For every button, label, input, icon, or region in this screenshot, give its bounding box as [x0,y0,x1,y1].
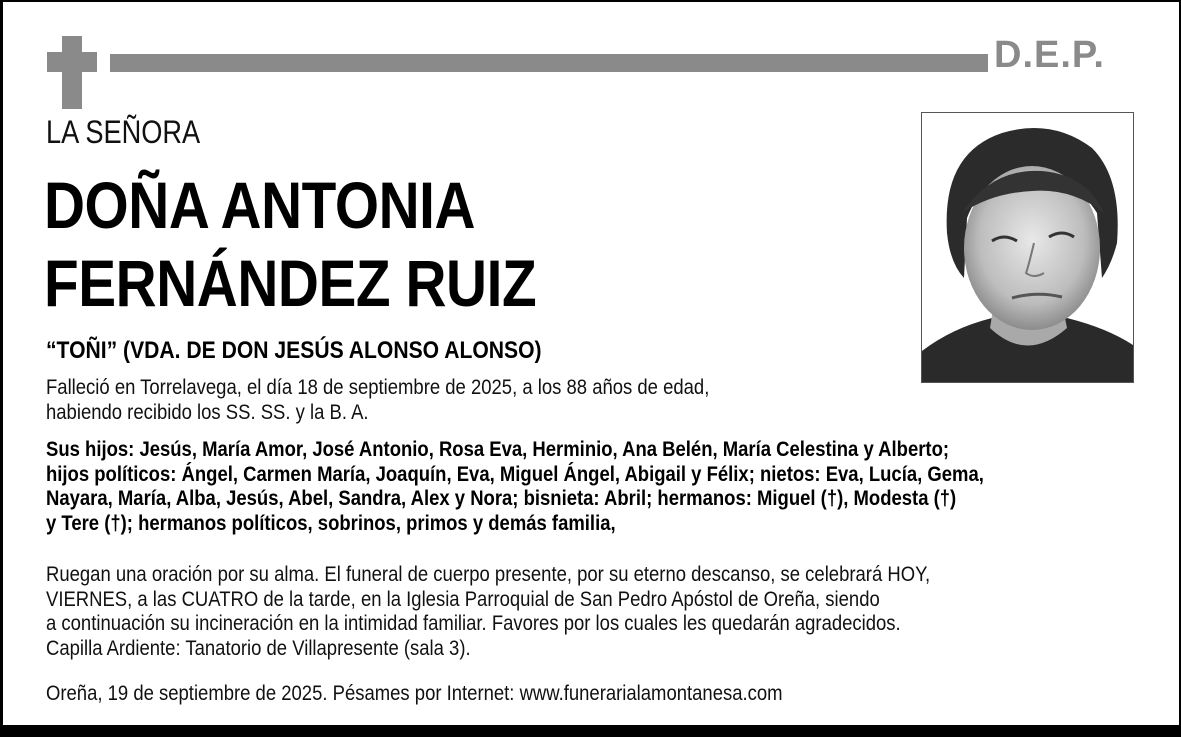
death-notice-line: Falleció en Torrelavega, el día 18 de septiembre de 2025, a los 88 años de edad, [46,376,710,399]
death-notice [46,376,709,425]
death-notice-line: habiendo recibido los SS. SS. y la B. A. [46,400,369,424]
ceremony-line: Capilla Ardiente: Tanatorio de Villapresente (sala 3). [46,636,471,660]
ceremony-line: Ruegan una oración por su alma. El funeral de cuerpo presente, por su eterno descanso, se celebrará HOY, [46,563,931,586]
bottom-border [0,725,1181,737]
honorific: LA SEÑORA [46,114,201,150]
family-line: Sus hijos: Jesús, María Amor, José Antonio, Rosa Eva, Herminio, Ana Belén, María Celestina y Alberto; [46,438,950,461]
family-line: hijos políticos: Ángel, Carmen María, Joaquín, Eva, Miguel Ángel, Abigail y Félix; nietos: Eva, Lucía, Gema, [46,462,984,486]
portrait-photo [921,112,1134,383]
family-line: Nayara, María, Alba, Jesús, Abel, Sandra, Alex y Nora; bisnieta: Abril; hermanos: Miguel (†), Modesta (†) [46,487,957,510]
deceased-name-line1: DOÑA ANTONIA [44,168,476,242]
header-rule [110,54,988,72]
deceased-name-line2: FERNÁNDEZ RUIZ [44,246,537,320]
footer-line: Oreña, 19 de septiembre de 2025. Pésames por Internet: www.funerarialamontanesa.com [46,682,783,705]
dep-label: D.E.P. [994,34,1105,76]
cross-vertical-bar [62,36,82,109]
ceremony-line: VIERNES, a las CUATRO de la tarde, en la Iglesia Parroquial de San Pedro Apóstol de Oreña, siendo [46,587,880,611]
family-list [46,438,984,536]
ceremony-details [46,563,930,661]
portrait-image [922,113,1133,382]
ceremony-line: a continuación su incineración en la intimidad familiar. Favores por los cuales les quedarán agradecidos. [46,612,901,635]
family-line: y Tere (†); hermanos políticos, sobrinos, primos y demás familia, [46,511,616,535]
cross-horizontal-bar [47,52,97,72]
nickname-widow-line: “TOÑI” (VDA. DE DON JESÚS ALONSO ALONSO) [46,337,542,364]
